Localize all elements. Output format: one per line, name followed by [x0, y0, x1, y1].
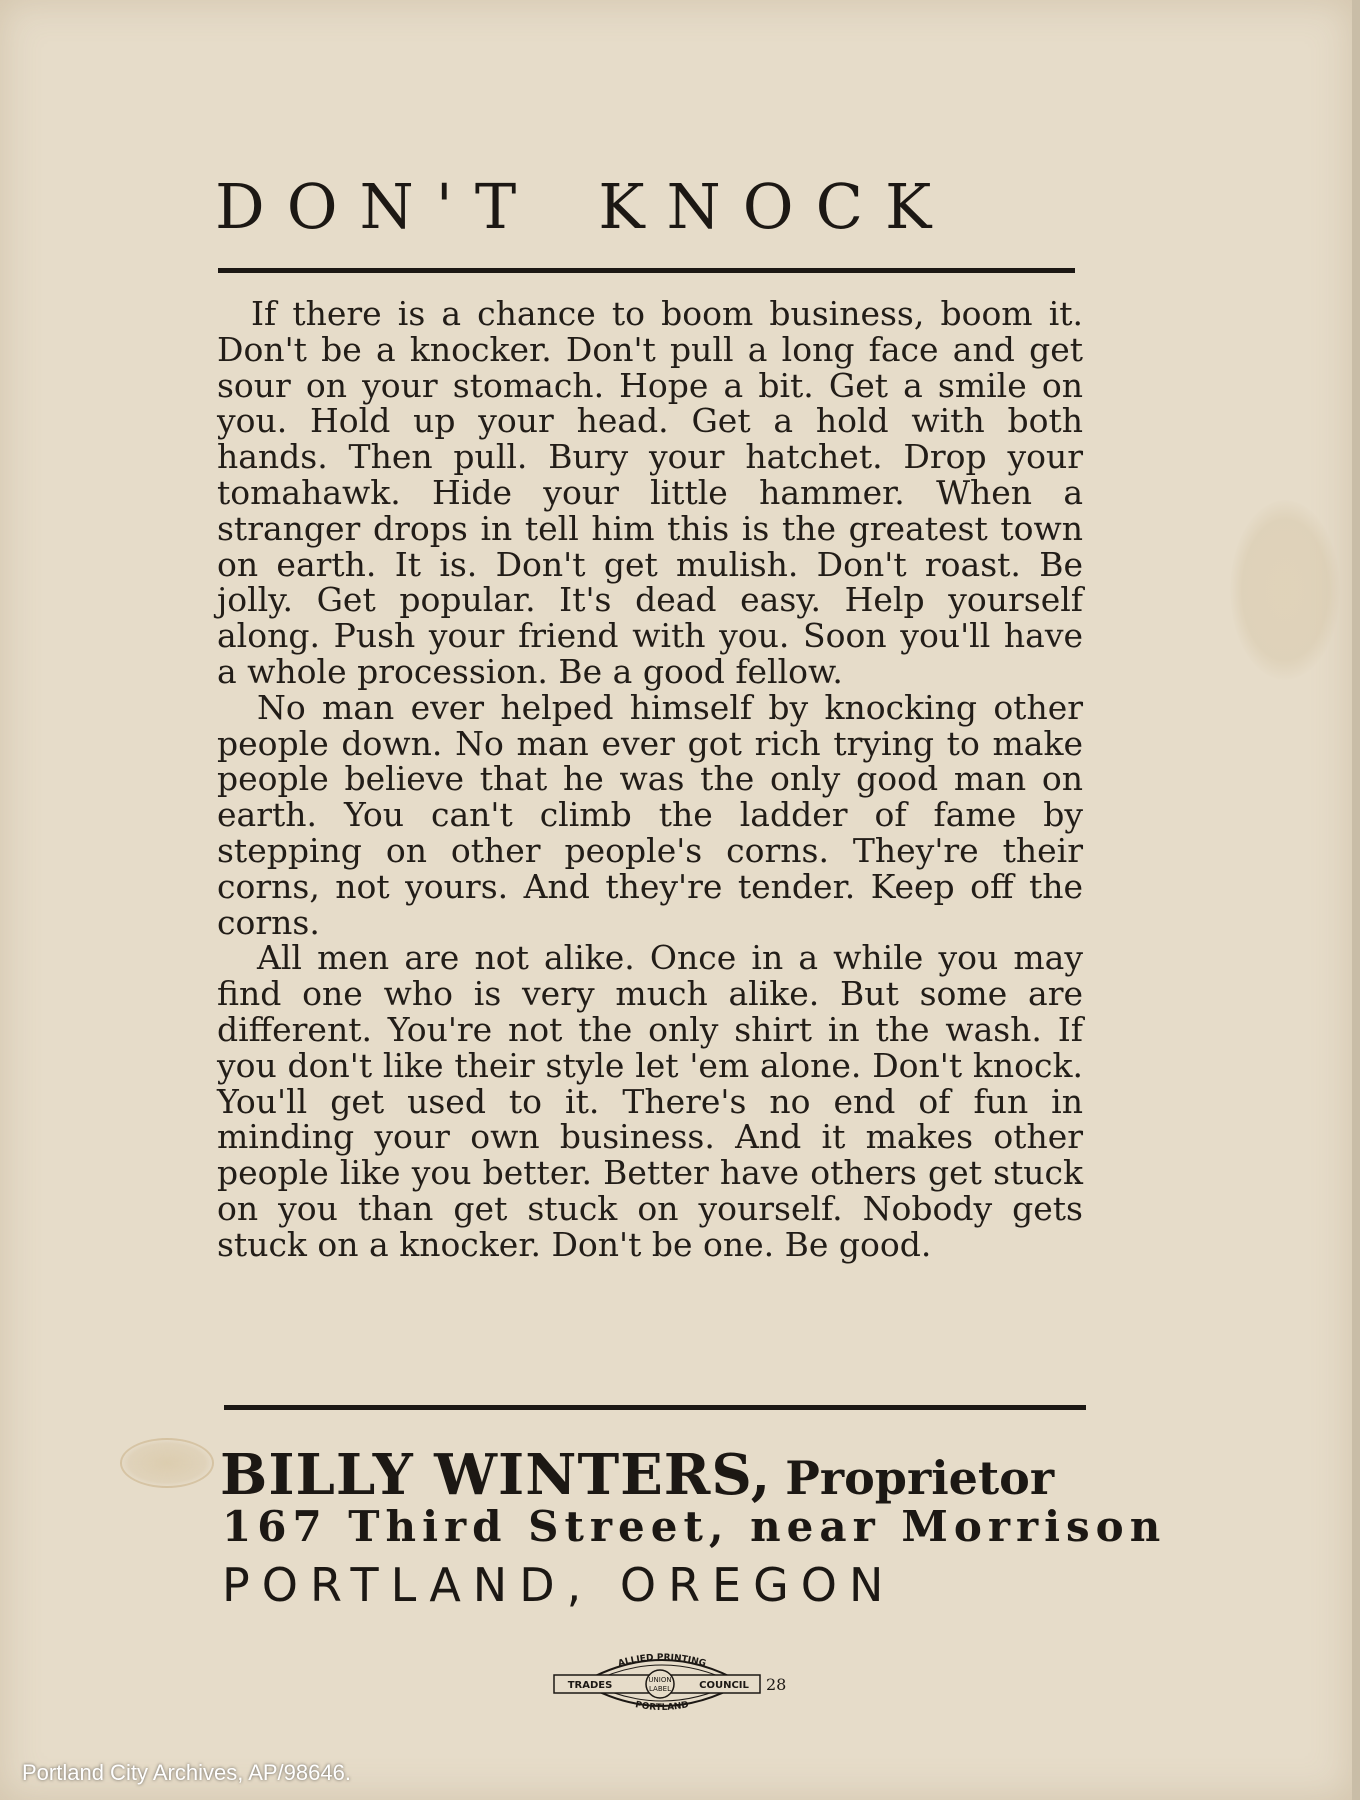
- union-bottom-text: PORTLAND: [634, 1700, 690, 1714]
- union-number: 28: [766, 1675, 787, 1694]
- union-label: [552, 1645, 792, 1725]
- proprietor-role: Proprietor: [785, 1451, 1055, 1505]
- page-title: [215, 170, 1075, 243]
- paragraph: No man ever helped himself by knocking other people down. No man ever got rich trying to make people believe that he was the only good man on earth. You can't climb the ladder of fame by stepping on other people's corns. They're their corns, not yours. And they're tender. Keep off the corns.: [217, 687, 1083, 942]
- union-left-text: TRADES: [567, 1680, 613, 1691]
- paper-stain: [120, 1438, 214, 1488]
- union-center-bottom: LABEL: [649, 1685, 671, 1693]
- title-word-1: DON'T: [215, 170, 539, 243]
- street-address: 167 Third Street, near Morrison: [222, 1502, 1167, 1551]
- union-right-text: COUNCIL: [699, 1680, 749, 1691]
- paragraph: All men are not alike. Once in a while you may find one who is very much alike. But some are different. You're not the only shirt in the wash. If you don't like their style let 'em alone. Don't knock. You'll get used to it. There's no end of fun in minding your own business. And it makes other people like you better. Better have others get stuck on you than get stuck on yourself. Nobody gets stuck on a knocker. Don't be one. Be good.: [217, 938, 1083, 1264]
- title-word-2: KNOCK: [598, 170, 954, 243]
- archive-caption: Portland City Archives, AP/98646.: [22, 1760, 351, 1785]
- divider-top: [218, 268, 1075, 273]
- union-center-top: UNION: [648, 1676, 672, 1684]
- union-top-text: ALLIED PRINTING: [617, 1652, 707, 1670]
- proprietor-name: BILLY WINTERS,: [220, 1442, 772, 1508]
- city-state: PORTLAND, OREGON: [222, 1558, 896, 1612]
- card-edge: [1352, 0, 1360, 1800]
- paragraph: If there is a chance to boom business, boom it. Don't be a knocker. Don't pull a long face and get sour on your stomach. Hope a bit. Get a smile on you. Hold up your head. Get a hold with both hands. Then pull. Bury your hatchet. Drop your tomahawk. Hide your little hammer. When a stranger drops in tell him this is the greatest town on earth. It is. Don't get mulish. Don't roast. Be jolly. Get popular. It's dead easy. Help yourself along. Push your friend with you. Soon you'll have a whole procession. Be a good fellow.: [217, 294, 1083, 691]
- proprietor-line: [220, 1442, 1090, 1508]
- paper-stain: [1230, 500, 1340, 680]
- union-label-icon: [552, 1645, 792, 1725]
- body-text: [217, 296, 1083, 1263]
- divider-bottom: [224, 1405, 1086, 1410]
